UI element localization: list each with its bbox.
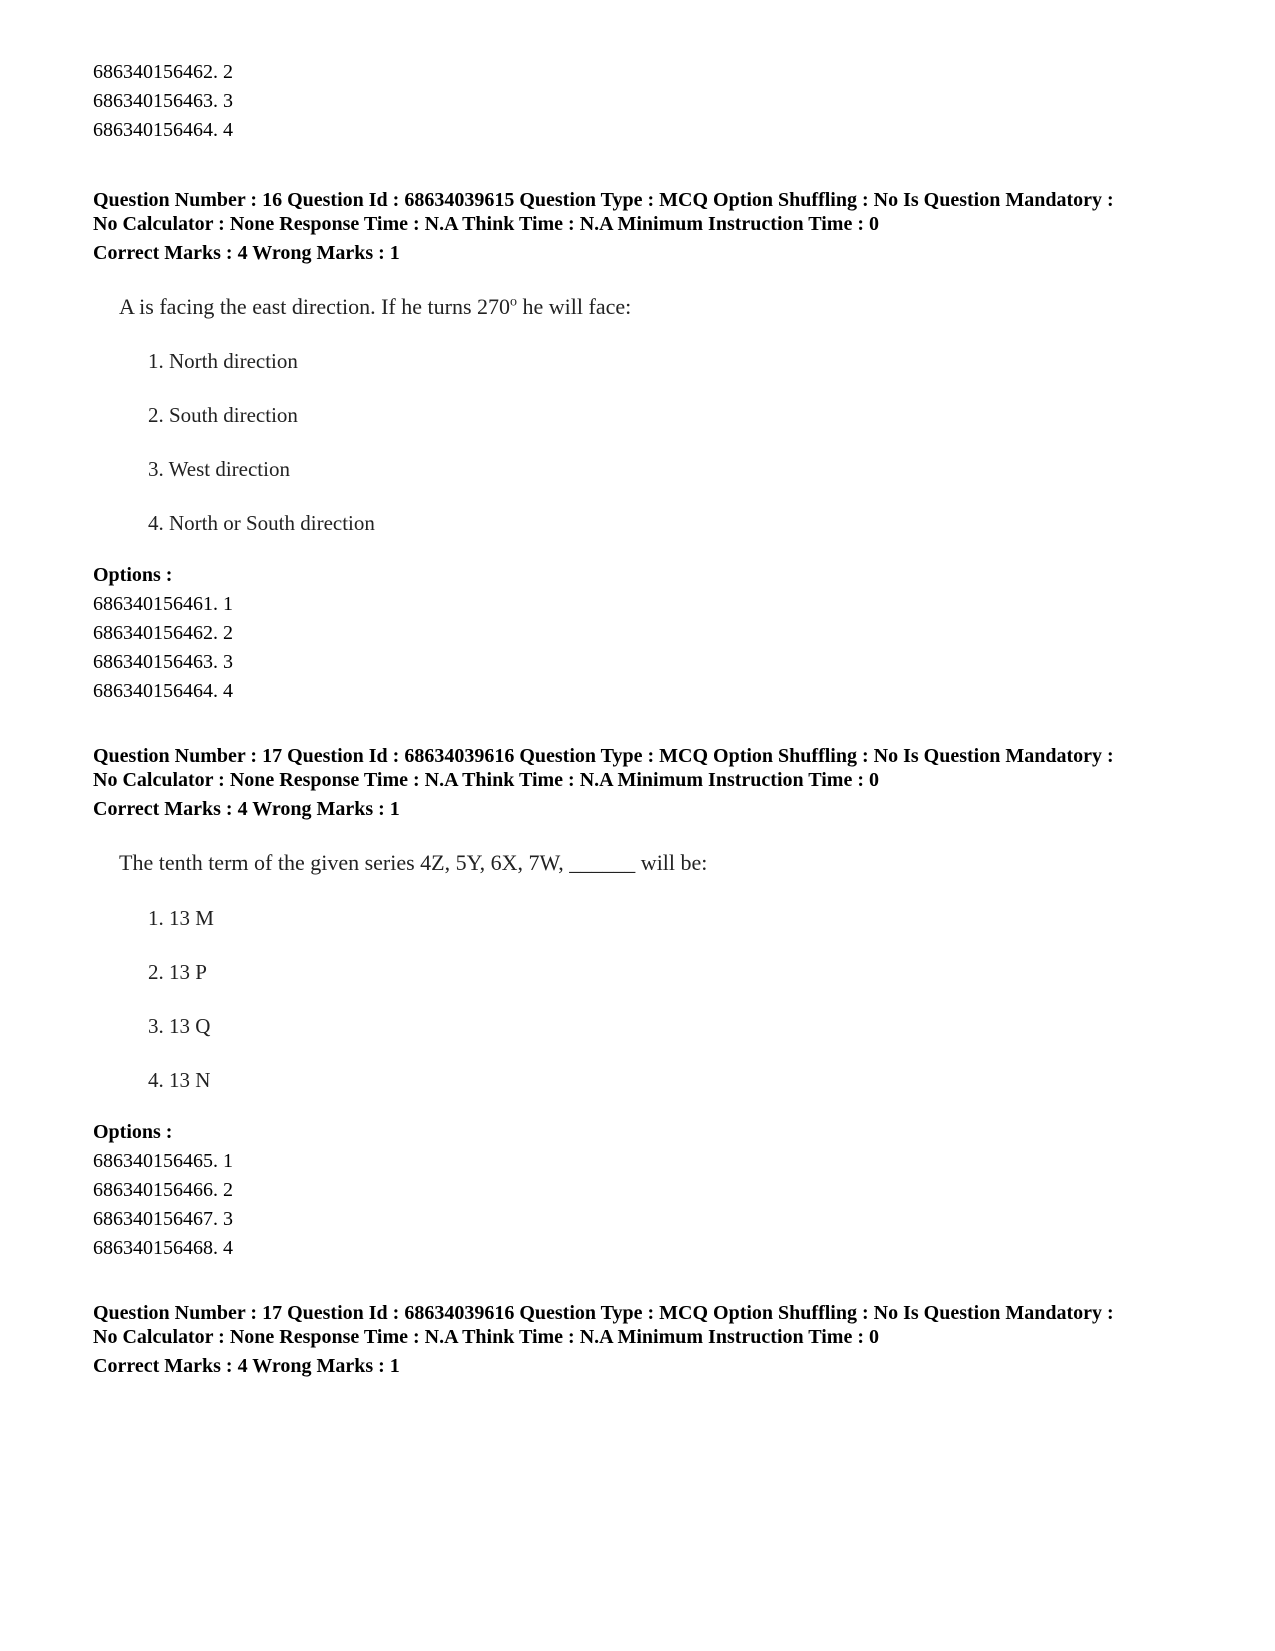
q17-repeat-marks: Correct Marks : 4 Wrong Marks : 1 — [93, 1355, 400, 1377]
q16-choice: 1. North direction — [148, 349, 298, 373]
q17-repeat-meta-line2: No Calculator : None Response Time : N.A Think Time : N.A Minimum Instruction Time : 0 — [93, 1326, 879, 1348]
q16-question-pre: A is facing the east direction. If he turns 270 — [119, 294, 511, 319]
q16-meta-line1: Question Number : 16 Question Id : 68634039615 Question Type : MCQ Option Shuffling : No Is Question Mandatory : — [93, 189, 1114, 211]
q16-marks: Correct Marks : 4 Wrong Marks : 1 — [93, 242, 400, 264]
q16-choice: 4. North or South direction — [148, 511, 375, 535]
q17-meta-line2: No Calculator : None Response Time : N.A Think Time : N.A Minimum Instruction Time : 0 — [93, 769, 879, 791]
q17-option-line: 686340156468. 4 — [93, 1237, 233, 1259]
q16-question-text — [119, 294, 631, 320]
q17-option-line: 686340156466. 2 — [93, 1179, 233, 1201]
q16-meta-line2: No Calculator : None Response Time : N.A Think Time : N.A Minimum Instruction Time : 0 — [93, 213, 879, 235]
q16-option-line: 686340156462. 2 — [93, 622, 233, 644]
q17-options-label: Options : — [93, 1121, 173, 1143]
q16-option-line: 686340156461. 1 — [93, 593, 233, 615]
q16-options-label: Options : — [93, 564, 173, 586]
q17-choice: 2. 13 P — [148, 960, 207, 984]
q17-meta-line1: Question Number : 17 Question Id : 68634039616 Question Type : MCQ Option Shuffling : No Is Question Mandatory : — [93, 745, 1114, 767]
prev-option-line: 686340156464. 4 — [93, 119, 233, 141]
q17-question-text: The tenth term of the given series 4Z, 5Y, 6X, 7W, ______ will be: — [119, 850, 708, 875]
q16-degree-symbol: o — [510, 294, 518, 310]
q16-choice: 2. South direction — [148, 403, 298, 427]
q17-choice: 1. 13 M — [148, 906, 214, 930]
q16-choice: 3. West direction — [148, 457, 290, 481]
q16-option-line: 686340156464. 4 — [93, 680, 233, 702]
q17-marks: Correct Marks : 4 Wrong Marks : 1 — [93, 798, 400, 820]
q16-question-post: he will face: — [517, 294, 632, 319]
q17-choice: 3. 13 Q — [148, 1014, 211, 1038]
q17-option-line: 686340156465. 1 — [93, 1150, 233, 1172]
prev-option-line: 686340156463. 3 — [93, 90, 233, 112]
q16-option-line: 686340156463. 3 — [93, 651, 233, 673]
q17-option-line: 686340156467. 3 — [93, 1208, 233, 1230]
q17-repeat-meta-line1: Question Number : 17 Question Id : 68634039616 Question Type : MCQ Option Shuffling : No Is Question Mandatory : — [93, 1302, 1114, 1324]
prev-option-line: 686340156462. 2 — [93, 61, 233, 83]
q17-choice: 4. 13 N — [148, 1068, 211, 1092]
